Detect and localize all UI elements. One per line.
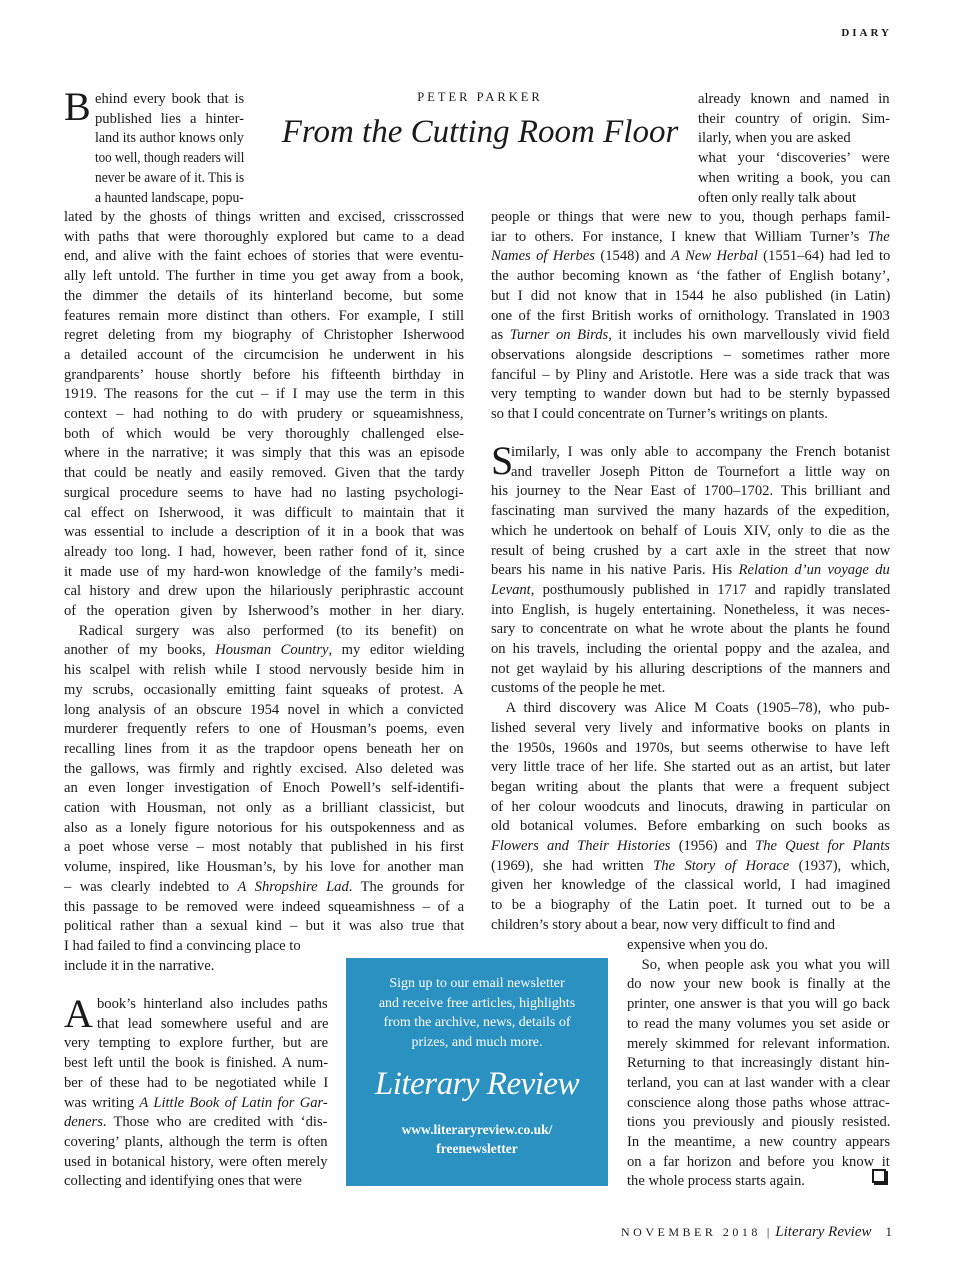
footer-separator: | — [766, 1225, 770, 1239]
text-line — [627, 1153, 890, 1173]
text-run: not get waylaid by his alluring descriptions of the manners and — [491, 660, 891, 677]
text-line — [64, 957, 214, 977]
text-line — [491, 502, 890, 522]
text-run: both of which would be very thoroughly challenged else- — [64, 425, 464, 442]
text-run: ber of these had to be negotiated while I — [64, 1074, 329, 1091]
text-line — [64, 543, 464, 563]
text-run: covering’ plants, although the term is often — [64, 1133, 328, 1150]
text-line — [491, 837, 890, 857]
text-line — [627, 1015, 890, 1035]
text-run: long analysis of an obscure 1954 novel in which a convicted — [64, 701, 464, 718]
text-run: A third discovery was Alice M Coats (1905–78), who pub- — [491, 700, 890, 717]
text-run: book’s hinterland also includes paths — [97, 996, 328, 1012]
text-line — [491, 228, 890, 248]
newsletter-link[interactable] — [346, 1120, 608, 1158]
text-line — [64, 228, 464, 248]
text-run: So, when people ask you what you will — [627, 956, 891, 973]
text-run: already too long. I had, however, been rather fond of it, since — [64, 543, 465, 560]
text-run: the gallows, was firmly and rightly excised. Also deleted was — [64, 760, 464, 777]
italic-title: The — [867, 228, 890, 245]
text-run: often only really talk about — [698, 189, 857, 206]
text-line — [97, 995, 328, 1015]
text-line — [64, 1094, 328, 1114]
text-line — [64, 444, 464, 464]
text-line — [511, 463, 890, 483]
text-line — [64, 760, 464, 780]
text-run: children’s story about a bear, now very difficult to find and — [491, 916, 836, 933]
text-run: context – had nothing to do with prudery or squeamishness, — [64, 406, 464, 422]
text-line — [491, 326, 890, 346]
drop-cap-b: B — [64, 84, 91, 129]
italic-title: deners — [64, 1114, 103, 1131]
text-line — [627, 1035, 890, 1055]
text-run: expensive when you do. — [627, 937, 769, 953]
text-line — [627, 975, 890, 995]
text-run: too well, though readers will — [95, 150, 245, 167]
text-run: features remain more distinct than others. For example, I still — [64, 307, 465, 324]
text-run: an even longer investigation of Enoch Powell’s self-identifi- — [64, 780, 465, 797]
text-line — [95, 169, 244, 189]
text-run: to be a biography of the Latin poet. It turned out to be a — [491, 897, 891, 914]
text-run: a poet whose verse – most notably that published in his first — [64, 839, 464, 856]
text-run: so that I could concentrate on Turner’s writings on plants. — [491, 406, 828, 422]
text-run: a detailed account of the circumcision he underwent in his — [64, 346, 464, 363]
text-run: old botanical volumes. Before embarking on such books as — [491, 818, 890, 835]
text-line — [698, 189, 856, 209]
text-line — [64, 878, 464, 898]
text-line — [64, 838, 464, 858]
text-line — [491, 482, 890, 502]
italic-title: The Story of Horace — [653, 857, 790, 874]
text-run: of her colour woodcuts and linocuts, drawing in particular on — [491, 798, 891, 815]
text-line — [627, 956, 890, 976]
text-line — [64, 681, 464, 701]
text-line — [64, 1034, 328, 1054]
text-run: merely skimmed for relevant information. — [627, 1035, 891, 1052]
article-title: From the Cutting Room Floor — [281, 114, 679, 150]
text-run: their country of origin. Sim- — [698, 110, 890, 127]
italic-title: Levant — [491, 581, 531, 598]
text-line — [491, 739, 890, 759]
text-run: volume, inspired, like Housman’s, by his love for another man — [64, 859, 464, 876]
text-run: a haunted landscape, popu- — [95, 189, 244, 206]
text-line — [627, 1133, 890, 1153]
section-label: DIARY — [841, 27, 892, 39]
text-line — [491, 522, 890, 542]
text-run: used in botanical history, were often merely — [64, 1153, 328, 1170]
text-line — [64, 720, 464, 740]
text-line — [627, 1074, 890, 1094]
text-run: (1937), which, — [789, 857, 890, 874]
text-line — [491, 287, 890, 307]
text-line — [491, 405, 828, 425]
text-line — [491, 778, 890, 798]
text-run: (1548) and — [594, 248, 672, 265]
text-line — [491, 366, 890, 386]
text-line — [698, 169, 890, 189]
text-run: (1551–64) had led to — [757, 248, 891, 265]
newsletter-url-line[interactable]: www.literaryreview.co.uk/ — [401, 1122, 553, 1137]
text-run: – was clearly indebted to — [64, 878, 238, 895]
text-run: printer, one answer is that you will go back — [627, 996, 890, 1013]
text-run: already known and named in — [698, 91, 890, 107]
italic-title: A New Herbal — [671, 248, 758, 265]
text-line — [491, 247, 890, 267]
text-line — [491, 542, 890, 562]
text-run: customs of the people he met. — [491, 680, 666, 697]
text-run: , posthumously published in 1717 and rapidly translated — [530, 581, 891, 598]
text-line — [64, 267, 464, 287]
text-run: recalling lines from it as the trapdoor opens beneath her on — [64, 740, 464, 757]
text-line — [491, 857, 890, 877]
text-line — [95, 129, 244, 149]
text-line — [491, 640, 890, 660]
text-run: best left until the book is finished. A num- — [64, 1055, 329, 1072]
text-line — [64, 504, 464, 524]
text-run: was writing — [64, 1094, 140, 1111]
text-run: people or things that were new to you, though perhaps famil- — [491, 209, 891, 225]
text-run: surgical procedure seems to have had no lasting psychologi- — [64, 484, 464, 501]
text-run: , my editor wielding — [328, 642, 465, 659]
literary-review-logo: Literary Review — [374, 1066, 580, 1102]
text-run: . The grounds for — [348, 878, 465, 895]
text-run: into English, is hugely entertaining. Nonetheless, it was neces- — [491, 601, 890, 618]
text-run: cal effect on Isherwood, it was difficult to maintain that it — [64, 504, 465, 521]
text-run: 1919. The reasons for the cut – if I may use the term in this — [64, 386, 465, 403]
text-run: ally left untold. The further in time you get away from a book, — [64, 268, 464, 285]
text-run: the 1950s, 1960s and 1970s, but seems otherwise to have left — [491, 739, 890, 756]
text-run: very tempting to wander down but had to be sternly bypassed — [491, 386, 891, 403]
text-line — [64, 307, 464, 327]
text-run: on a far horizon and before you know it — [627, 1153, 890, 1170]
text-run: fascinating man survived the many hazards of the expedition, — [491, 503, 890, 520]
promo-line: prizes, and much more. — [411, 1034, 543, 1050]
text-run: ehind every book that is — [95, 91, 245, 107]
text-run: political rather than a sexual kind – but it was also true that — [64, 918, 465, 935]
text-run: this passage to be removed were indeed squeamishness – of a — [64, 898, 465, 915]
text-line — [64, 287, 464, 307]
text-run: murderer frequently refers to one of Housman’s poems, even — [64, 721, 465, 738]
text-run: very little trace of her life. She started out as an artist, but later — [491, 759, 891, 776]
text-line — [64, 661, 464, 681]
text-line — [511, 443, 890, 463]
text-run: published lies a hinter- — [95, 110, 245, 127]
text-run: where in the narrative; it was simply that this was an episode — [64, 445, 465, 462]
text-line — [64, 898, 464, 918]
text-run: but I did not know that in 1544 he also published (in Latin) — [491, 287, 891, 304]
text-run: bears his name in his native Paris. His — [491, 562, 739, 579]
text-run: which he undertook on behalf of Louis XIV, only to die as the — [491, 522, 890, 539]
text-run: another of my books, — [64, 642, 216, 659]
text-line — [491, 798, 890, 818]
italic-title: Relation d’un voyage du — [738, 562, 890, 579]
text-line — [491, 346, 890, 366]
text-run: his scalpel with relish while I stood nervously beside him in — [64, 662, 465, 679]
text-line — [491, 916, 835, 936]
text-run: cal history and drew upon the hilariously periphrastic account — [64, 583, 464, 600]
text-line — [64, 582, 464, 602]
text-line — [64, 563, 464, 583]
text-run: land its author knows only — [95, 130, 244, 147]
italic-title: Flowers and Their Histories — [491, 838, 671, 854]
text-run: terland, you can at last wander with a clear — [627, 1074, 891, 1091]
text-run: with paths that were thoroughly explored but came to a dead — [64, 228, 465, 245]
italic-title: A Shropshire Lad — [237, 878, 349, 895]
end-of-article-icon — [872, 1169, 886, 1183]
text-run: tions you previously and piously resisted. — [627, 1114, 891, 1131]
text-line — [64, 858, 464, 878]
text-line — [491, 267, 890, 287]
promo-line: and receive free articles, highlights — [378, 995, 576, 1011]
text-line — [64, 1153, 328, 1173]
text-line — [64, 1133, 328, 1153]
text-line — [627, 995, 890, 1015]
text-line — [64, 208, 464, 228]
text-run: end, and alive with the faint echoes of stories that were eventu- — [64, 248, 464, 265]
text-run: to read the many volumes you set aside or — [627, 1015, 890, 1032]
text-line — [64, 740, 464, 760]
text-run: and traveller Joseph Pitton de Tournefort a little way on — [511, 463, 890, 480]
text-line — [491, 561, 890, 581]
text-line — [64, 326, 464, 346]
text-line — [64, 346, 464, 366]
text-line — [491, 208, 890, 228]
text-line — [491, 307, 890, 327]
text-line — [491, 385, 890, 405]
newsletter-promo-box[interactable] — [346, 958, 608, 1186]
text-line — [64, 1172, 302, 1192]
promo-line: Sign up to our email newsletter — [389, 976, 565, 991]
text-line — [627, 936, 768, 956]
text-line — [491, 876, 890, 896]
text-line — [64, 779, 464, 799]
text-run: I had failed to find a convincing place to — [64, 937, 301, 954]
text-line — [627, 1094, 890, 1114]
text-line — [491, 679, 665, 699]
text-line — [64, 523, 464, 543]
text-run: very tempting to explore further, but are — [64, 1035, 329, 1052]
text-run: was essential to include a description of it in a book that was — [64, 524, 465, 541]
text-run: result of being crushed by a cart axle in the street that now — [491, 542, 891, 559]
text-run: (1956) and — [670, 838, 756, 854]
text-line — [491, 601, 890, 621]
text-run: (1969), she had written — [491, 857, 654, 874]
page-footer — [621, 1224, 892, 1241]
text-run: do now your new book is finally at the — [627, 976, 891, 993]
text-line — [491, 660, 890, 680]
text-line — [64, 464, 464, 484]
text-line — [627, 1054, 890, 1074]
text-line — [698, 149, 890, 169]
text-line — [698, 90, 890, 110]
drop-cap-a: A — [64, 991, 93, 1036]
text-line — [95, 149, 244, 169]
text-run: on his travels, including the oriental poppy and the azalea, and — [491, 641, 890, 657]
text-line — [64, 247, 464, 267]
text-run: regret deleting from my biography of Christopher Isherwood — [64, 327, 465, 344]
text-line — [491, 896, 890, 916]
text-line — [64, 937, 301, 957]
text-run: the whole process starts again. — [627, 1173, 805, 1190]
text-run: conscience along those paths whose attrac- — [627, 1094, 890, 1111]
text-run: also as a lonely figure notorious for his outspokenness and as — [64, 819, 465, 836]
text-line — [64, 917, 464, 937]
text-line — [491, 581, 890, 601]
page-number: 1 — [885, 1224, 892, 1239]
text-run: my scrubs, occasionally emitting faint squeaks of protest. A — [64, 681, 464, 698]
text-line — [97, 1015, 328, 1035]
text-run: one of the first British works of ornithology. Translated in 1903 — [491, 307, 890, 324]
text-line — [64, 405, 464, 425]
text-line — [491, 620, 890, 640]
text-run: observations alongside descriptions – sometimes rather more — [491, 346, 890, 363]
text-run: fanciful – by Pliny and Aristotle. Here was a side track that was — [491, 366, 890, 383]
text-run: iar to others. For instance, I knew that William Turner’s — [491, 228, 868, 245]
text-run: sary to concentrate on what he wrote about the plants he found — [491, 621, 890, 638]
text-run: Returning to that increasingly distant hin- — [627, 1055, 890, 1072]
text-line — [64, 1074, 328, 1094]
text-run: Radical surgery was also performed (to its benefit) on — [64, 622, 464, 639]
magazine-name: Literary Review — [775, 1224, 872, 1240]
text-line — [64, 425, 464, 445]
text-line — [491, 699, 890, 719]
text-run: ilarly, when you are asked — [698, 130, 851, 147]
text-run: In the meantime, a new country appears — [627, 1134, 891, 1150]
text-line — [64, 1054, 328, 1074]
text-run: never be aware of it. This is — [95, 169, 245, 186]
text-line — [64, 799, 464, 819]
text-run: it made use of my hard-won knowledge of the family’s medi- — [64, 563, 465, 580]
text-line — [627, 1113, 890, 1133]
text-run: given her knowledge of the classical world, I had imagined — [491, 877, 891, 894]
text-run: the author becoming known as ‘the father of English botany’, — [491, 268, 891, 285]
text-line — [95, 189, 244, 209]
italic-title: The Quest for Plants — [755, 838, 890, 854]
text-run: that could be neatly and easily removed. Given that the tardy — [64, 465, 465, 482]
text-run: the dimmer the details of its hinterland become, but some — [64, 287, 464, 304]
text-line — [64, 819, 464, 839]
text-line — [491, 758, 890, 778]
text-run: imilarly, I was only able to accompany the French botanist — [511, 444, 890, 460]
text-run: include it in the narrative. — [64, 957, 215, 974]
text-run: cation with Housman, not only as a brilliant classicist, but — [64, 800, 465, 816]
text-line — [491, 817, 890, 837]
text-line — [698, 129, 851, 149]
text-run: what your ‘discoveries’ were — [698, 150, 890, 167]
text-run: . Those who are credited with ‘dis- — [102, 1114, 328, 1131]
text-line — [64, 602, 464, 622]
text-line — [491, 719, 890, 739]
text-line — [95, 90, 244, 110]
text-line — [64, 385, 464, 405]
text-line — [64, 701, 464, 721]
drop-cap-s: S — [491, 438, 514, 483]
author-byline: PETER PARKER — [417, 90, 543, 104]
text-run: that lead somewhere useful and are — [97, 1015, 329, 1032]
promo-line: from the archive, news, details of — [383, 1015, 571, 1030]
text-run: , it includes his own marvellously vivid field — [608, 327, 890, 344]
text-line — [64, 1113, 328, 1133]
text-line — [64, 641, 464, 661]
text-run: as — [491, 327, 510, 344]
text-run: began writing about the plants that were a frequent subject — [491, 778, 890, 795]
text-run: collecting and identifying ones that were — [64, 1173, 302, 1190]
text-run: lated by the ghosts of things written and excised, crisscrossed — [64, 209, 465, 225]
text-run: his journey to the Near East of 1700–1702. This brilliant and — [491, 483, 891, 500]
text-run: of the operation given by Isherwood’s mother in her diary. — [64, 603, 465, 619]
issue-date: NOVEMBER 2018 — [621, 1225, 761, 1239]
newsletter-url-line[interactable]: freenewsletter — [436, 1141, 518, 1156]
text-run: when writing a book, you can — [698, 169, 891, 186]
text-line — [64, 622, 464, 642]
italic-title: A Little Book of Latin for Gar- — [139, 1094, 328, 1111]
italic-title: Names of Herbes — [491, 248, 595, 265]
promo-description — [346, 974, 608, 1052]
italic-title: Housman Country — [215, 642, 329, 659]
text-line — [698, 110, 890, 130]
italic-title: Turner on Birds — [509, 327, 609, 344]
text-line — [95, 110, 244, 130]
text-line — [627, 1172, 805, 1192]
text-run: lished several very lively and informative books on plants in — [491, 719, 891, 736]
text-line — [64, 366, 464, 386]
text-line — [64, 484, 464, 504]
text-run: grandparents’ house shortly before his fifteenth birthday in — [64, 366, 464, 383]
